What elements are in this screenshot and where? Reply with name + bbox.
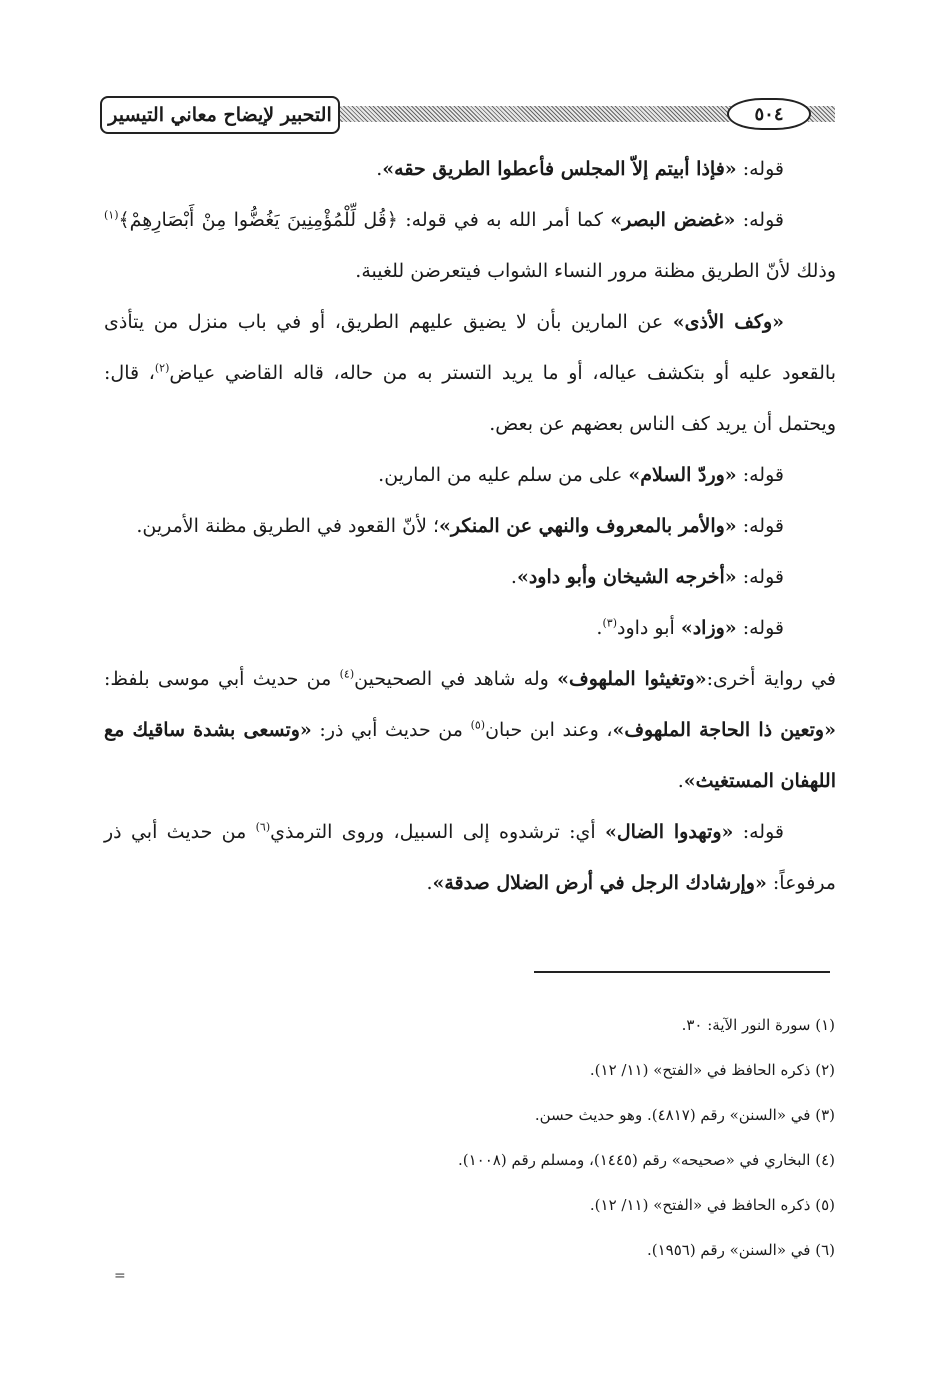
hadith-quote: «فإذا أبيتم إلاّ المجلس فأعطوا الطريق حقه» — [382, 158, 737, 180]
paragraph-5 — [104, 501, 836, 552]
text-run: أي: ترشدوه إلى السبيل، وروى الترمذي — [270, 821, 605, 843]
text-run: قوله: — [736, 464, 784, 486]
text-run: . — [426, 872, 433, 894]
hadith-quote: «وتغيثوا الملهوف» — [557, 668, 707, 690]
paragraph-3 — [104, 297, 836, 450]
text-run: ؛ لأنّ القعود في الطريق مظنة الأمرين. — [136, 515, 439, 537]
text-run: قوله: — [736, 617, 784, 639]
footnote-4: (٤) البخاري في «صحيحه» رقم (١٤٤٥)، ومسلم رقم (١٠٠٨). — [457, 1151, 835, 1169]
quran-verse: ﴿قُل لِّلْمُؤْمِنِينَ يَغُضُّوا مِنْ أَبْصَارِهِمْ﴾ — [118, 209, 398, 231]
text-run: . — [677, 770, 684, 792]
footnote-1: (١) سورة النور الآية: ٣٠. — [681, 1016, 835, 1034]
main-text — [104, 144, 836, 909]
book-title: التحبير لإيضاح معاني التيسير — [100, 96, 340, 134]
text-run: . — [510, 566, 517, 588]
paragraph-8 — [104, 654, 836, 807]
text-run: . — [596, 617, 603, 639]
hadith-quote: «وتعين ذا الحاجة الملهوف» — [612, 719, 836, 741]
hadith-quote: «أخرجه الشيخان وأبو داود» — [516, 566, 737, 588]
footnote-ref: (١) — [104, 208, 119, 222]
text-run: في رواية أخرى: — [706, 668, 837, 690]
footnote-5: (٥) ذكره الحافظ في «الفتح» (١١/ ١٢). — [589, 1196, 835, 1214]
hadith-quote: «وإرشادك الرجل في أرض الضلال صدقة» — [432, 872, 767, 894]
text-run: على من سلم عليه من المارين. — [378, 464, 629, 486]
paragraph-2 — [104, 195, 836, 297]
text-run: عن المارين بأن لا يضيق عليهم الطريق، أو في باب منزل من يتأذى بالقعود عليه أو بتكشف عياله، أو ما يريد التستر به من حاله، قاله القاضي عياض — [104, 311, 836, 384]
footnote-separator — [534, 971, 830, 973]
hadith-quote: «غضض البصر» — [610, 209, 736, 231]
footnote-6: (٦) في «السنن» رقم (١٩٥٦). — [646, 1241, 835, 1259]
page-number: ٥٠٤ — [727, 98, 811, 130]
text-run: من حديث أبي موسى بلفظ: — [104, 668, 340, 690]
footnote-ref: (٢) — [154, 361, 170, 375]
text-run: قوله: — [733, 821, 784, 843]
text-run: وذلك لأنّ الطريق مظنة مرور النساء الشواب فيتعرضن للغيبة. — [355, 260, 836, 282]
page-header — [100, 92, 835, 142]
footnote-ref: (٤) — [339, 667, 355, 681]
hadith-quote: «وكف الأذى» — [672, 311, 785, 333]
text-run: قوله: — [735, 209, 784, 231]
paragraph-7 — [104, 603, 836, 654]
footnote-ref: (٥) — [470, 718, 486, 732]
text-run: . — [376, 158, 383, 180]
hadith-quote: «والأمر بالمعروف والنهي عن المنكر» — [439, 515, 737, 537]
footnote-2: (٢) ذكره الحافظ في «الفتح» (١١/ ١٢). — [589, 1061, 835, 1079]
text-run: أبو داود — [616, 617, 681, 639]
footnote-ref: (٦) — [255, 820, 271, 834]
text-run: قوله: — [736, 158, 784, 180]
text-run: من حديث أبي ذر مرفوعاً: — [104, 821, 836, 894]
footnotes — [104, 1003, 835, 1273]
text-run: قوله: — [736, 566, 784, 588]
footnote-ref: (٣) — [602, 616, 617, 630]
hadith-quote: «وردّ السلام» — [628, 464, 737, 486]
hadith-quote: «وتهدوا الضال» — [604, 821, 734, 843]
paragraph-9 — [104, 807, 836, 909]
text-run: وله شاهد في الصحيحين — [354, 668, 558, 690]
text-run: قوله: — [736, 515, 784, 537]
text-run: من حديث أبي ذر: — [311, 719, 471, 741]
text-run: ، وعند ابن حبان — [485, 719, 613, 741]
hadith-quote: «وتسعى بشدة ساقيك مع اللهفان المستغيث» — [104, 719, 836, 792]
continuation-mark: = — [114, 1268, 126, 1284]
paragraph-1 — [104, 144, 836, 195]
paragraph-4 — [104, 450, 836, 501]
footnote-3: (٣) في «السنن» رقم (٤٨١٧). وهو حديث حسن. — [534, 1106, 835, 1124]
text-run: ، قال: ويحتمل أن يريد كف الناس بعضهم عن بعض. — [104, 362, 836, 435]
hadith-quote: «وزاد» — [680, 617, 737, 639]
paragraph-6 — [104, 552, 836, 603]
text-run: كما أمر الله به في قوله: — [397, 209, 611, 231]
